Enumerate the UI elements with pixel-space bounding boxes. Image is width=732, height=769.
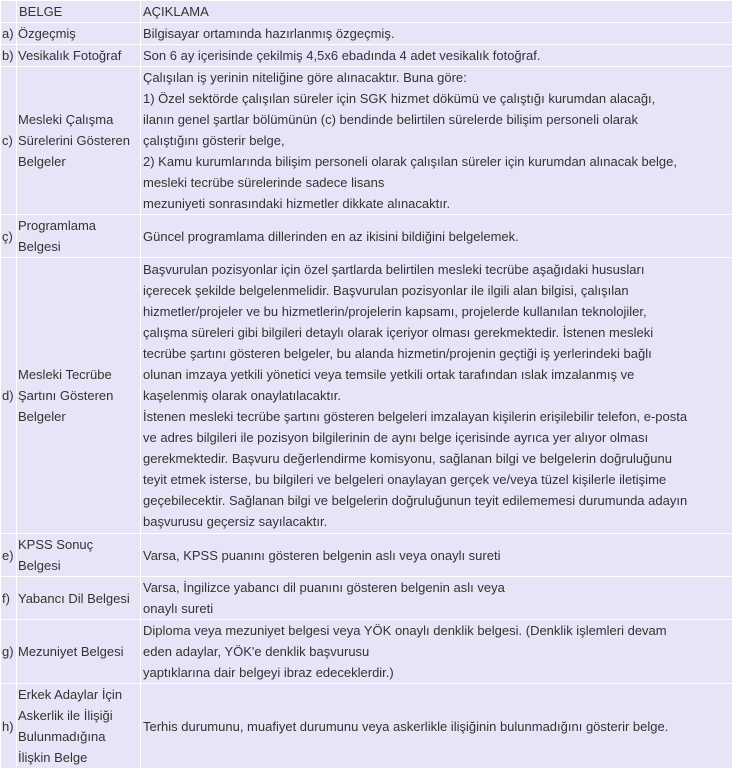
document-name-text: Erkek Adaylar İçin Askerlik ile İlişiği Bulunmadığına İlişkin Belge bbox=[18, 684, 139, 768]
document-description bbox=[141, 45, 732, 67]
description-line: İstenen mesleki tecrübe şartını gösteren belgeleri imzalayan kişilerin erişilebilir telefon, e-posta bbox=[143, 406, 730, 427]
document-description bbox=[141, 534, 732, 577]
description-line: tecrübe şartını gösteren belgeler, bu alanda hizmetin/projenin geçtiği iş yerlerindeki bağlı bbox=[143, 343, 730, 364]
document-name-text: Yabancı Dil Belgesi bbox=[18, 588, 139, 609]
row-letter: b) bbox=[1, 45, 17, 67]
document-description bbox=[141, 620, 732, 684]
document-name-text: KPSS Sonuç Belgesi bbox=[18, 534, 139, 576]
header-aciklama: AÇIKLAMA bbox=[141, 1, 732, 23]
document-name bbox=[17, 45, 141, 67]
description-line: onaylı sureti bbox=[143, 598, 730, 619]
row-letter: a) bbox=[1, 23, 17, 45]
description-line: Çalışılan iş yerinin niteliğine göre alınacaktır. Buna göre: bbox=[143, 67, 730, 88]
description-line: kaşelenmiş olarak onaylatılacaktır. bbox=[143, 385, 730, 406]
document-name-text: Programlama Belgesi bbox=[18, 215, 139, 257]
table-row bbox=[1, 45, 732, 67]
table-row bbox=[1, 684, 732, 769]
description-line: içerecek şekilde belgelenmelidir. Başvurulan pozisyonlar ile ilgili alan bilgisi, çalışılan bbox=[143, 280, 730, 301]
document-name bbox=[17, 215, 141, 258]
description-line: Bilgisayar ortamında hazırlanmış özgeçmiş. bbox=[143, 23, 730, 44]
row-letter: d) bbox=[1, 258, 17, 534]
table-row bbox=[1, 23, 732, 45]
description-line: Son 6 ay içerisinde çekilmiş 4,5x6 ebadında 4 adet vesikalık fotoğraf. bbox=[143, 45, 730, 66]
description-line: başvurusu geçersiz sayılacaktır. bbox=[143, 511, 730, 532]
document-name bbox=[17, 534, 141, 577]
document-name bbox=[17, 577, 141, 620]
description-line: ve adres bilgileri ile pozisyon bilgilerinin de aynı belge içerisinde ayrıca yer alıyor olması bbox=[143, 427, 730, 448]
document-description bbox=[141, 215, 732, 258]
document-name bbox=[17, 258, 141, 534]
document-description bbox=[141, 577, 732, 620]
table-row bbox=[1, 620, 732, 684]
description-line: geçebilecektir. Sağlanan bilgi ve belgelerin doğruluğunun teyit edilememesi durumunda adayın bbox=[143, 490, 730, 511]
description-line: Güncel programlama dillerinden en az ikisini bildiğini belgelemek. bbox=[143, 226, 730, 247]
document-description bbox=[141, 258, 732, 534]
description-line: yaptıklarına dair belgeyi ibraz edeceklerdir.) bbox=[143, 662, 730, 683]
row-letter: g) bbox=[1, 620, 17, 684]
table-row bbox=[1, 258, 732, 534]
description-line: 2) Kamu kurumlarında bilişim personeli olarak çalışılan süreler için kurumdan alınacak belge, bbox=[143, 151, 730, 172]
document-name-text: Mezuniyet Belgesi bbox=[18, 641, 139, 662]
description-line: Varsa, KPSS puanını gösteren belgenin aslı veya onaylı sureti bbox=[143, 545, 730, 566]
description-line: teyit etmek isterse, bu bilgileri ve belgeleri onaylayan gerçek ve/veya tüzel kişilerle iletişime bbox=[143, 469, 730, 490]
row-letter: h) bbox=[1, 684, 17, 769]
description-line: 1) Özel sektörde çalışılan süreler için SGK hizmet dökümü ve çalıştığı kurumdan alacağı, bbox=[143, 88, 730, 109]
header-belge: BELGE bbox=[17, 1, 141, 23]
document-name-text: Mesleki Çalışma Sürelerini Gösteren Belgeler bbox=[18, 109, 139, 172]
table-row bbox=[1, 67, 732, 215]
header-letter-cell bbox=[1, 1, 17, 23]
description-line: ilanın genel şartlar bölümünün (c) bendinde belirtilen sürelerde bilişim personeli olarak bbox=[143, 109, 730, 130]
description-line: olunan imzaya yetkili yönetici veya temsile yetkili ortak tarafından ıslak imzalanmış ve bbox=[143, 364, 730, 385]
row-letter: c) bbox=[1, 67, 17, 215]
description-line: Terhis durumunu, muafiyet durumunu veya askerlikle ilişiğinin bulunmadığını gösterir belge. bbox=[143, 716, 730, 737]
description-line: Varsa, İngilizce yabancı dil puanını gösteren belgenin aslı veya bbox=[143, 577, 730, 598]
document-description bbox=[141, 67, 732, 215]
document-name bbox=[17, 684, 141, 769]
document-name bbox=[17, 23, 141, 45]
description-line: eden adaylar, YÖK'e denklik başvurusu bbox=[143, 641, 730, 662]
row-letter: f) bbox=[1, 577, 17, 620]
document-description bbox=[141, 23, 732, 45]
table-header-row bbox=[1, 1, 732, 23]
document-name bbox=[17, 620, 141, 684]
document-name-text: Özgeçmiş bbox=[18, 23, 139, 44]
document-name-text: Mesleki Tecrübe Şartını Gösteren Belgeler bbox=[18, 364, 139, 427]
description-line: gerekmektedir. Başvuru değerlendirme komisyonu, sağlanan bilgi ve belgelerin doğruluğunu bbox=[143, 448, 730, 469]
description-line: çalışma süreleri gibi bilgileri detaylı olarak içeriyor olması gerekmektedir. İstenen mesleki bbox=[143, 322, 730, 343]
table-row bbox=[1, 534, 732, 577]
description-line: Başvurulan pozisyonlar için özel şartlarda belirtilen mesleki tecrübe aşağıdaki hususları bbox=[143, 259, 730, 280]
document-name-text: Vesikalık Fotoğraf bbox=[18, 45, 139, 66]
description-line: çalıştığını gösterir belge, bbox=[143, 130, 730, 151]
description-line: hizmetler/projeler ve bu hizmetlerin/projelerin kapsamı, projelerde kullanılan teknolojiler, bbox=[143, 301, 730, 322]
description-line: mezuniyeti sonrasındaki hizmetler dikkate alınacaktır. bbox=[143, 193, 730, 214]
row-letter: ç) bbox=[1, 215, 17, 258]
table-row bbox=[1, 577, 732, 620]
table-row bbox=[1, 215, 732, 258]
document-name bbox=[17, 67, 141, 215]
description-line: mesleki tecrübe sürelerinde sadece lisans bbox=[143, 172, 730, 193]
document-description bbox=[141, 684, 732, 769]
row-letter: e) bbox=[1, 534, 17, 577]
description-line: Diploma veya mezuniyet belgesi veya YÖK onaylı denklik belgesi. (Denklik işlemleri devam bbox=[143, 620, 730, 641]
